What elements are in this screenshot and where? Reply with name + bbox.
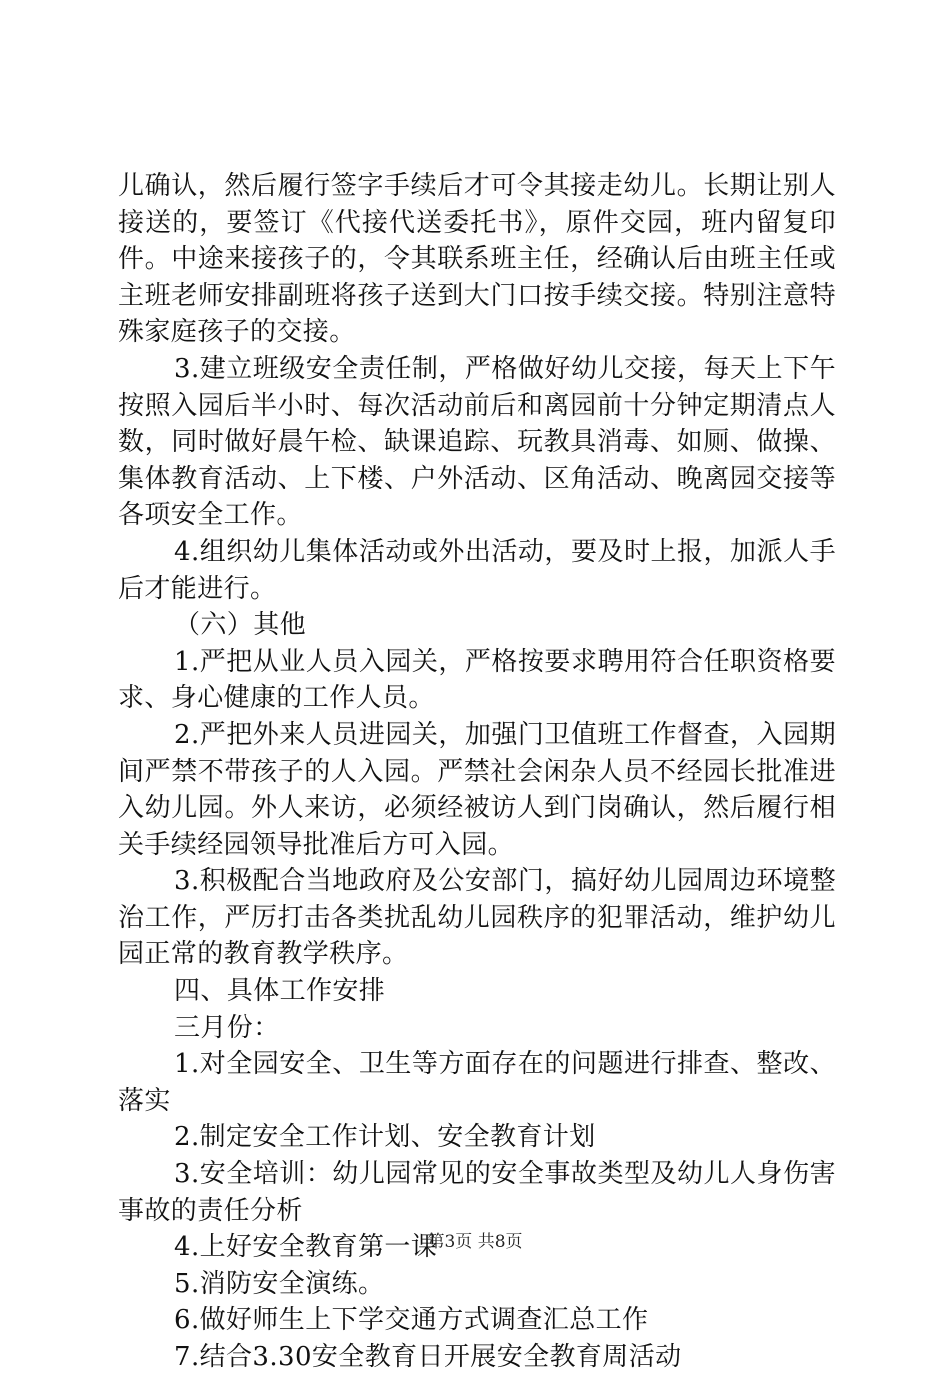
text-line: 1.严把从业人员入园关，严格按要求聘用符合任职资格要 [174, 646, 836, 677]
text-line: 数，同时做好晨午检、缺课追踪、玩教具消毒、如厕、做操、 [118, 427, 836, 458]
text-line: 接送的，要签订《代接代送委托书》，原件交园，班内留复印 [118, 207, 836, 238]
text-line: 7.结合3.30安全教育日开展安全教育周活动 [174, 1342, 682, 1372]
text-line: 4.组织幼儿集体活动或外出活动，要及时上报，加派人手 [174, 536, 836, 567]
text-line: 2.严把外来人员进园关，加强门卫值班工作督查，入园期 [174, 719, 836, 750]
text-line: 关手续经园领导批准后方可入园。 [118, 829, 515, 860]
text-line: 3.积极配合当地政府及公安部门，搞好幼儿园周边环境整 [174, 866, 836, 897]
text-line: 落实 [118, 1085, 171, 1116]
text-line: 儿确认，然后履行签字手续后才可令其接走幼儿。长期让别人 [118, 171, 836, 201]
text-line: 各项安全工作。 [118, 500, 303, 531]
text-line: 4.上好安全教育第一课 [174, 1232, 438, 1263]
text-line: 1.对全园安全、卫生等方面存在的问题进行排查、整改、 [174, 1049, 836, 1080]
text-line: 殊家庭孩子的交接。 [118, 317, 356, 348]
document-body [118, 168, 836, 1376]
text-line: 6.做好师生上下学交通方式调查汇总工作 [174, 1305, 649, 1336]
text-line: 入幼儿园。外人来访，必须经被访人到门岗确认，然后履行相 [118, 793, 836, 824]
text-line: 后才能进行。 [118, 573, 277, 604]
text-line: 3.建立班级安全责任制，严格做好幼儿交接，每天上下午 [174, 353, 836, 384]
text-line: 园正常的教育教学秩序。 [118, 939, 409, 970]
text-line: 事故的责任分析 [118, 1195, 303, 1226]
text-line: （六）其他 [174, 610, 307, 641]
text-line: 主班老师安排副班将孩子送到大门口按手续交接。特别注意特 [118, 280, 836, 311]
text-line: 2.制定安全工作计划、安全教育计划 [174, 1122, 596, 1153]
text-line: 求、身心健康的工作人员。 [118, 683, 435, 714]
text-line: 间严禁不带孩子的人入园。严禁社会闲杂人员不经园长批准进 [118, 756, 836, 787]
page-footer: 第3页 共8页 [427, 1232, 523, 1252]
text-line: 治工作，严厉打击各类扰乱幼儿园秩序的犯罪活动，维护幼儿 [118, 902, 836, 933]
text-line: 5.消防安全演练。 [174, 1268, 385, 1299]
text-line: 按照入园后半小时、每次活动前后和离园前十分钟定期清点人 [118, 390, 836, 421]
text-line: 件。中途来接孩子的，令其联系班主任，经确认后由班主任或 [118, 244, 836, 275]
text-line: 3.安全培训：幼儿园常见的安全事故类型及幼儿人身伤害 [174, 1159, 836, 1190]
text-line: 三月份： [174, 1012, 280, 1043]
text-line: 四、具体工作安排 [174, 976, 386, 1007]
text-line: 集体教育活动、上下楼、户外活动、区角活动、晚离园交接等 [118, 463, 836, 494]
